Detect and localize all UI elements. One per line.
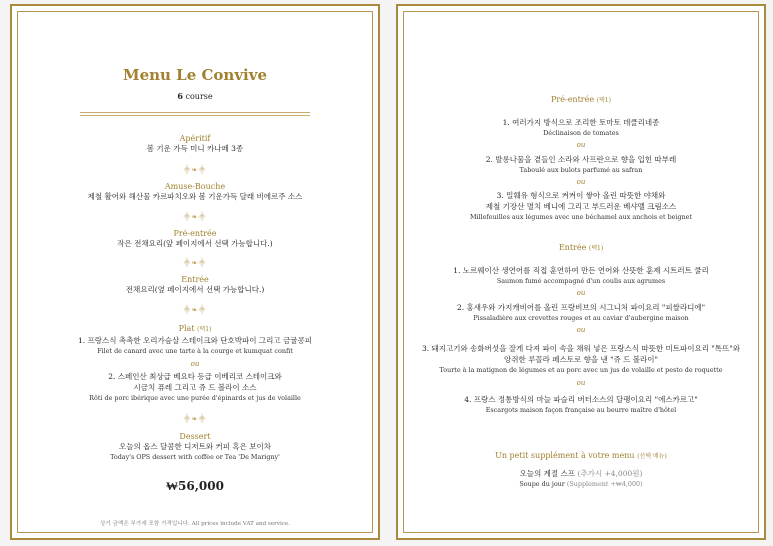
section-title-entree: Entrée (181, 275, 209, 284)
supplement-kr-price: (추가시 +4,000원) (577, 469, 643, 478)
supplement-fr-name: Soupe du jour (519, 480, 565, 488)
supplement-kr-name: 오늘의 계절 스프 (519, 469, 576, 478)
supplement-kr (398, 469, 764, 479)
section-title-entree-choices (398, 243, 764, 252)
pre-entree-option-2-fr: Taboulé aux bulots parfumé au safran (519, 166, 643, 174)
ornament-icon: ⸎❧⸎ (183, 213, 207, 221)
entree-option-3-fr: Tourte à la matignon de légumes et au porc avec un jus de volaille et pesto de roquette (439, 366, 723, 374)
supplement-note: (선택 메뉴) (637, 453, 667, 460)
dessert-en: Today's OPS dessert with coffee or Tea 'De Marigny' (110, 453, 280, 461)
pre-entree-choice: (택1) (596, 97, 611, 104)
pre-entree-title: Pré-entrée (551, 95, 595, 104)
or-separator: ou (190, 360, 200, 368)
entree-title: Entrée (558, 243, 587, 252)
course-number: 6 (177, 91, 183, 101)
or-separator: ou (576, 141, 586, 149)
plat-option-2-kr-line1: 2. 스페인산 최상급 베요타 등급 이베리코 스테이크와 (108, 372, 282, 381)
supplement-title: Un petit supplément à votre menu (495, 451, 635, 460)
ornament-icon: ⸎❧⸎ (183, 166, 207, 174)
course-word: course (185, 92, 213, 101)
entree-option-4-kr: 4. 프랑스 정통방식의 마늘 파슬리 버터소스의 달팽이요리 "에스카르고" (464, 395, 698, 404)
or-separator: ou (576, 289, 586, 297)
section-title-amuse-bouche: Amuse-Bouche (164, 182, 226, 191)
section-title-supplement (398, 451, 764, 460)
pre-entree-option-1-kr: 1. 여러가지 방식으로 조리한 토마토 데클리네종 (502, 118, 660, 127)
entree-option-2-fr: Pissaladière aux crevettes rouges et au caviar d'aubergine maison (473, 314, 689, 322)
ornament-icon: ⸎❧⸎ (183, 306, 207, 314)
or-separator: ou (576, 178, 586, 186)
menu-title: Menu Le Convive (122, 66, 268, 84)
entree-option-1-fr: Saumon fumé accompagné d'un coulis aux agrumes (496, 277, 666, 285)
ornament-icon: ⸎❧⸎ (183, 259, 207, 267)
menu-price: ₩56,000 (166, 479, 224, 493)
pre-entree-option-1-fr: Déclinaison de tomates (543, 129, 619, 137)
pre-entree-option-3-kr-line1: 3. 밀훼유 형식으로 켜켜이 쌓아 올린 따뜻한 야채와 (496, 191, 666, 200)
divider-line (80, 112, 310, 113)
course-count (12, 91, 378, 101)
plat-option-2-kr-line2: 시금치 퓨레 그리고 쥬 드 볼라이 소스 (133, 383, 257, 392)
pre-entree-desc: 작은 전채요리(앞 페이지에서 선택 가능합니다.) (117, 239, 273, 248)
entree-option-2-kr: 2. 홍새우와 가지캐비어를 올린 프랑비브의 시그니처 파이요리 "피쌀라디에" (456, 303, 706, 312)
pre-entree-option-2-kr: 2. 발롱나물을 곁들인 소라와 사프란으로 향을 입힌 따부레 (485, 155, 677, 164)
entree-choice: (택1) (588, 245, 604, 252)
plat-title: Plat (178, 324, 195, 333)
plat-option-2-fr: Rôti de porc ibérique avec une purée d'épinards et jus de volaille (89, 394, 301, 402)
plat-option-1-kr: 1. 프랑스식 촉촉한 오리가슴살 스테이크와 단호박파이 그리고 금귤콩피 (78, 336, 312, 345)
or-separator: ou (576, 326, 586, 334)
plat-option-1-fr: Filet de canard avec une tarte à la courge et kumquat confit (97, 347, 293, 355)
supplement-fr-price: (Supplement +₩4,000) (566, 480, 643, 488)
entree-option-3-kr-line1: 3. 돼지고기와 송화버섯을 잘게 다져 파이 속을 채워 넣은 프랑스식 따뜻한 미트파이요리 "톡뜨"와 (422, 344, 740, 353)
amuse-bouche-desc: 제철 활어와 해산물 카르파치오와 봄 기운가득 달래 비에르주 소스 (87, 192, 303, 201)
aperitif-desc: 봄 기운 가득 미니 카나페 3종 (146, 144, 244, 153)
section-title-pre-entree-choices (398, 95, 764, 104)
section-title-dessert: Dessert (179, 432, 211, 441)
entree-option-4-fr: Escargots maison façon française au beurre maître d'hôtel (485, 406, 677, 414)
or-separator: ou (576, 379, 586, 387)
pre-entree-option-3-kr-line2: 제철 기장산 멸치 베니에 그리고 부드러운 베샤멜 크림소스 (485, 202, 677, 211)
pre-entree-option-3-fr: Millefeuilles aux légumes avec une béchamel aux anchois et beignet (469, 213, 693, 221)
plat-choice: (택1) (197, 326, 212, 333)
entree-option-3-kr-line2: 앙쥐한 루꼴라 페스토로 향을 낸 "쥬 드 볼라이" (504, 355, 658, 364)
section-title-aperitif: Apéritif (179, 134, 211, 143)
section-title-pre-entree: Pré-entrée (173, 229, 217, 238)
menu-page-right (396, 4, 766, 540)
menu-page-left (10, 4, 380, 540)
divider-line (80, 115, 310, 116)
price-footnote: 상기 금액은 부가세 포함 가격입니다. All prices include VAT and service. (99, 521, 291, 527)
ornament-icon: ⸎❧⸎ (183, 415, 207, 423)
supplement-fr (398, 480, 764, 489)
dessert-kr: 오늘의 옵스 달콤한 디저트와 커피 혹은 보이차 (119, 442, 271, 451)
entree-desc: 전채요리(옆 페이지에서 선택 가능합니다.) (125, 285, 265, 294)
entree-option-1-kr: 1. 노르웨이산 생연어를 직접 훈연하여 만든 연어와 산뜻한 훈제 시트러트 쿨리 (453, 266, 709, 275)
section-title-plat (12, 324, 378, 333)
